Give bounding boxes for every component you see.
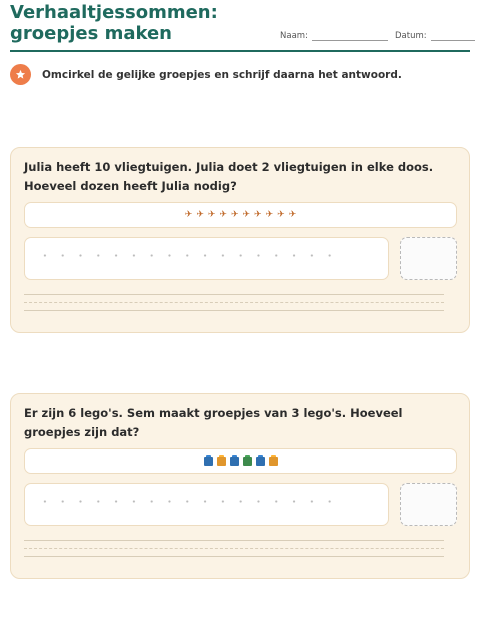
picture-strip[interactable]	[24, 202, 457, 228]
exercise-card-2	[10, 393, 470, 579]
airplane-icon[interactable]: ✈	[196, 209, 204, 220]
answer-box[interactable]	[400, 237, 457, 280]
writing-midline	[24, 302, 444, 303]
header-divider	[10, 50, 470, 52]
lego-brick-icon[interactable]	[269, 457, 278, 466]
name-field[interactable]	[280, 31, 388, 41]
airplane-icon[interactable]: ✈	[219, 209, 227, 220]
lego-brick-icon[interactable]	[217, 457, 226, 466]
dot-grid-box[interactable]	[24, 483, 389, 526]
airplane-icon[interactable]: ✈	[230, 209, 239, 220]
writing-line[interactable]	[24, 310, 444, 311]
instruction-text: Omcirkel de gelijke groepjes en schrijf daarna het antwoord.	[42, 68, 402, 81]
writing-line[interactable]	[24, 556, 444, 557]
lego-brick-icon[interactable]	[243, 457, 252, 466]
title-line-1: Verhaaltjessommen:	[10, 2, 218, 23]
worksheet-title	[10, 2, 218, 44]
lego-brick-icon[interactable]	[204, 457, 213, 466]
dot-grid	[36, 247, 346, 269]
answer-box[interactable]	[400, 483, 457, 526]
airplane-icon[interactable]: ✈	[242, 209, 251, 220]
date-line[interactable]	[431, 33, 475, 41]
lego-brick-icon[interactable]	[230, 457, 239, 466]
writing-midline	[24, 548, 444, 549]
airplane-icon[interactable]: ✈	[184, 209, 193, 220]
name-line[interactable]	[312, 33, 388, 41]
airplane-icon[interactable]: ✈	[265, 209, 274, 220]
date-label: Datum:	[395, 31, 427, 41]
star-icon	[10, 64, 31, 85]
writing-line[interactable]	[24, 294, 444, 295]
dot-grid	[36, 493, 346, 515]
name-label: Naam:	[280, 31, 308, 41]
airplane-icon[interactable]: ✈	[288, 209, 297, 220]
writing-line[interactable]	[24, 540, 444, 541]
title-line-2: groepjes maken	[10, 23, 172, 44]
picture-strip[interactable]	[24, 448, 457, 474]
exercise-card-1	[10, 147, 470, 333]
lego-brick-icon[interactable]	[256, 457, 265, 466]
dot-grid-box[interactable]	[24, 237, 389, 280]
airplane-icon[interactable]: ✈	[207, 209, 216, 220]
question-text: Er zijn 6 lego's. Sem maakt groepjes van 3 lego's. Hoeveel groepjes zijn dat?	[24, 406, 403, 439]
airplane-icon[interactable]: ✈	[277, 209, 285, 220]
worksheet-header	[10, 0, 470, 52]
airplane-icon[interactable]: ✈	[254, 209, 262, 220]
question-text: Julia heeft 10 vliegtuigen. Julia doet 2 vliegtuigen in elke doos. Hoeveel dozen heeft Julia nodig?	[24, 160, 434, 193]
instruction-row	[10, 64, 402, 85]
date-field[interactable]	[395, 31, 475, 41]
